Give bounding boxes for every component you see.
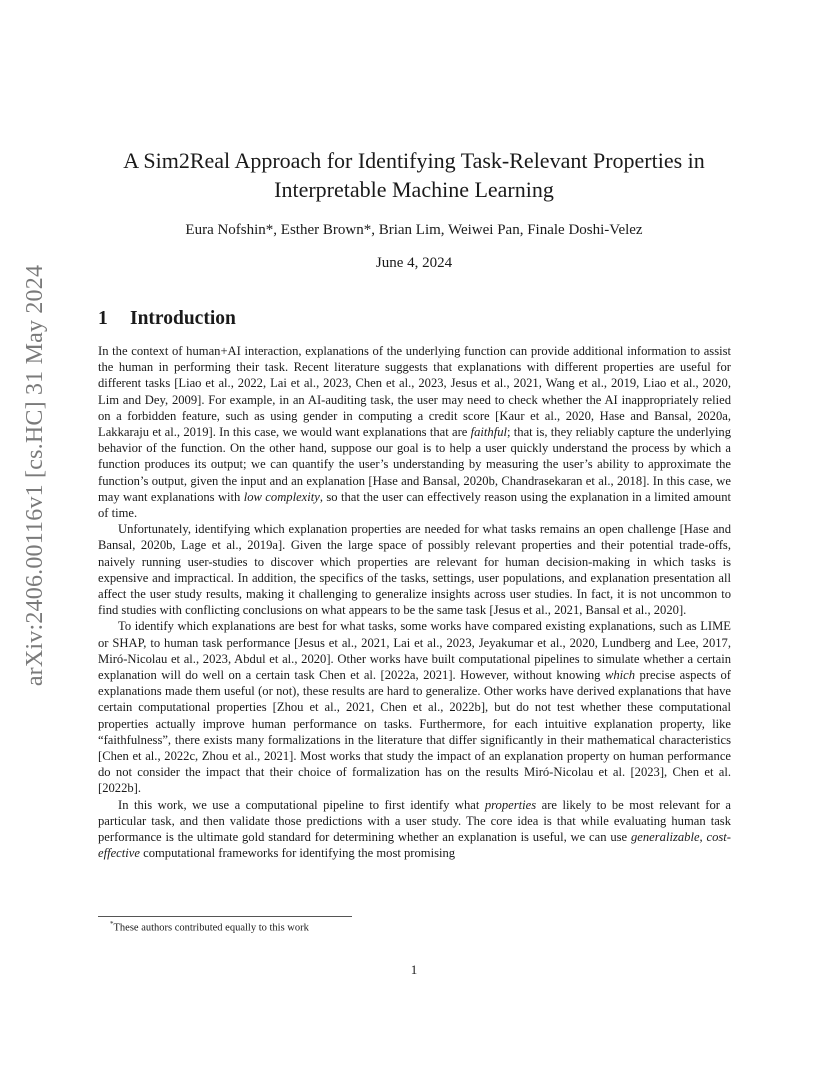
footnote-divider <box>98 916 352 917</box>
section-title: Introduction <box>130 308 236 329</box>
paragraph <box>98 618 731 796</box>
text-run: In this work, we use a computational pipeline to first identify what <box>118 797 485 812</box>
emphasized-text: generalizable, cost-effective <box>98 830 731 861</box>
paper-title: A Sim2Real Approach for Identifying Task-Relevant Properties in Interpretable Machine Learning <box>123 148 705 202</box>
emphasized-text: faithful <box>470 425 508 440</box>
footnote-text: These authors contributed equally to this work <box>113 922 309 934</box>
emphasized-text: which <box>604 668 636 683</box>
paragraph <box>98 797 731 862</box>
text-run: ; that is, they reliably capture the underlying behavior of the function. On the other hand, suppose our goal is to help a user quickly understand the process by which a function produces its output; we can quantify the user’s understanding by measuring the user’s ability to approximate the function’s output, given the input and an explanation [Hase and Bansal, 2020b, Chandrasekaran et al., 2018]. In this case, we may want explanations with <box>98 425 732 504</box>
text-run: are likely to be most relevant for a particular task, and then validate those predictions with a user study. The core idea is that while evaluating human task performance is the ultimate gold standard for determining whether an explanation is useful, we can use <box>98 797 731 845</box>
text-run: computational frameworks for identifying the most promising <box>139 846 456 861</box>
paragraph <box>98 521 731 618</box>
emphasized-text: low complexity <box>243 489 320 504</box>
author-list: Eura Nofshin*, Esther Brown*, Brian Lim, Weiwei Pan, Finale Doshi-Velez <box>185 222 643 238</box>
text-run: Unfortunately, identifying which explanation properties are needed for what tasks remains an open challenge [Hase and Bansal, 2020b, Lage et al., 2019a]. Given the large space of possibly relevant properties and their potential trade-offs, naively running user-studies to discover which properties are relevant for human decision-making in which tasks is expensive and impractical. In addition, the specifics of the tasks, settings, user populations, and explanation presentation all affect the user study results, making it challenging to generalize insights across user studies. In fact, it is not uncommon to find studies with conflicting conclusions on what appears to be the same task [Jesus et al., 2021, Bansal et al., 2020]. <box>98 522 731 618</box>
footnote-mark: * <box>110 920 114 928</box>
emphasized-text: properties <box>484 797 537 812</box>
page-number: 1 <box>410 962 418 977</box>
text-run: In the context of human+AI interaction, explanations of the underlying function can provide additional information to assist the human in performing their task. Recent literature suggests that explanations with different properties are useful for different tasks [Liao et al., 2022, Lai et al., 2023, Chen et al., 2023, Jesus et al., 2021, Wang et al., 2019, Liao et al., 2020, Lim and Dey, 2009]. For example, in an AI-auditing task, the user may need to check whether the AI inappropriately relied on a forbidden feature, such as using gender in computing a credit score [Kaur et al., 2020, Hase and Bansal, 2020a, Lakkaraju et al., 2019]. In this case, we would want explanations that are <box>98 344 731 440</box>
publication-date: June 4, 2024 <box>375 255 453 271</box>
arxiv-identifier-text: arXiv:2406.00116v1 [cs.HC] 31 May 2024 <box>22 264 49 686</box>
text-run: precise aspects of explanations made them useful (or not), these results are hard to generalize. Other works have derived explanations that have certain computational properties [Zhou et al., 2021, Chen et al., 2022b], but do not test whether these computational properties actually improve human performance on tasks. Furthermore, for each intuitive explanation property, like “faithfulness”, there exists many formalizations in the literature that differ significantly in their mathematical characteristics [Chen et al., 2022c, Zhou et al., 2021]. Most works that study the impact of an explanation property on human performance do not consider the impact that their choice of formalization has on the results Miró-Nicolau et al. [2023], Chen et al. [2022b]. <box>98 668 732 796</box>
footnote <box>110 920 309 934</box>
text-run: To identify which explanations are best for what tasks, some works have compared existing explanations, such as LIME or SHAP, to human task performance [Jesus et al., 2021, Lai et al., 2023, Jeyakumar et al., 2020, Lundberg and Lee, 2017, Miró-Nicolau et al., 2023, Abdul et al., 2020]. Other works have built computational pipelines to simulate whether a certain explanation will do well on a certain task Chen et al. [2022a, 2021]. However, without knowing <box>98 619 731 683</box>
text-run: , so that the user can effectively reason using the explanation in a limited amount of time. <box>98 489 731 521</box>
arxiv-identifier-stamp <box>14 264 58 686</box>
body-text <box>98 343 731 862</box>
section-heading <box>98 308 236 330</box>
section-number: 1 <box>98 308 108 329</box>
paragraph <box>98 343 731 521</box>
